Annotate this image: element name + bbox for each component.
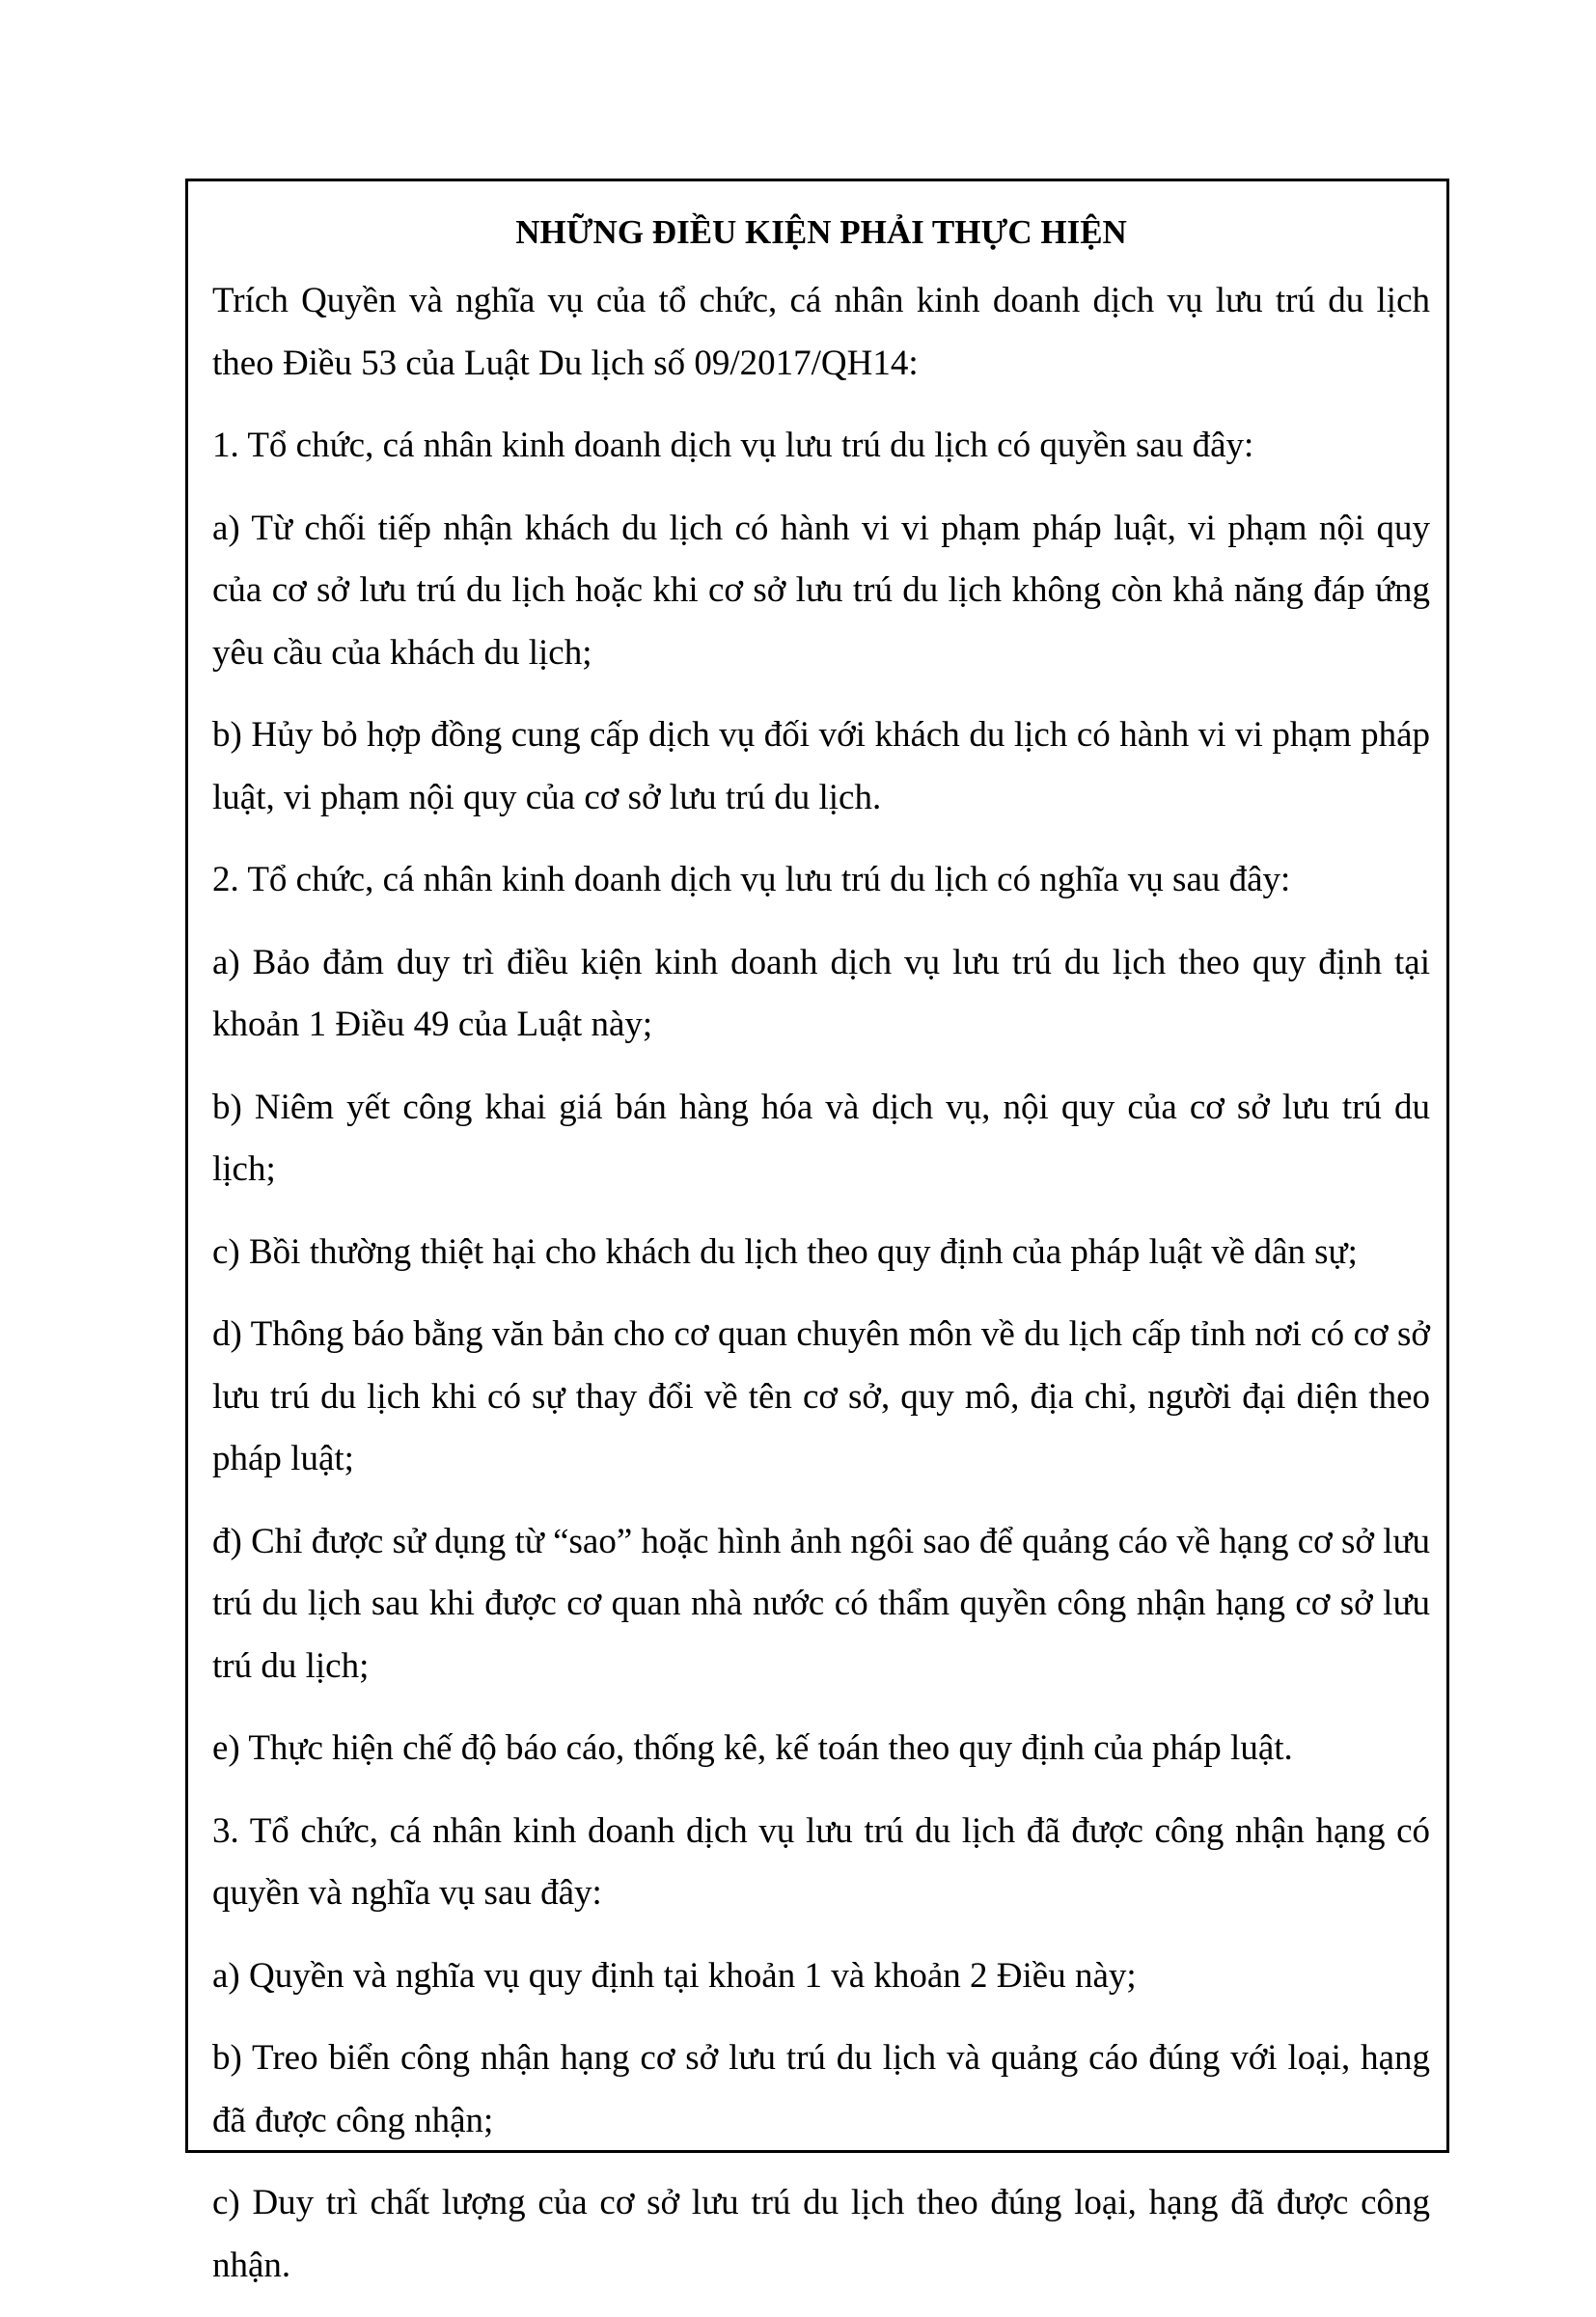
intro-paragraph: Trích Quyền và nghĩa vụ của tổ chức, cá nhân kinh doanh dịch vụ lưu trú du lịch theo Điều 53 của Luật Du lịch số 09/2017/QH14:: [212, 281, 1430, 383]
clause-1a: a) Từ chối tiếp nhận khách du lịch có hành vi vi phạm pháp luật, vi phạm nội quy của cơ sở lưu trú du lịch hoặc khi cơ sở lưu trú du lịch không còn khả năng đáp ứng yêu cầu của khách du lịch;: [212, 508, 1430, 673]
bordered-box: [185, 179, 1449, 2285]
clause-2c: c) Bồi thường thiệt hại cho khách du lịch theo quy định của pháp luật về dân sự;: [212, 1231, 1358, 1272]
document-title: NHỮNG ĐIỀU KIỆN PHẢI THỰC HIỆN: [515, 213, 1127, 251]
clause-2a: a) Bảo đảm duy trì điều kiện kinh doanh dịch vụ lưu trú du lịch theo quy định tại khoản 1 Điều 49 của Luật này;: [212, 942, 1430, 1044]
clause-2dd: đ) Chỉ được sử dụng từ “sao” hoặc hình ảnh ngôi sao để quảng cáo về hạng cơ sở lưu trú du lịch sau khi được cơ quan nhà nước có thẩm quyền công nhận hạng cơ sở lưu trú du lịch;: [212, 1521, 1430, 1686]
clause-1-heading: 1. Tổ chức, cá nhân kinh doanh dịch vụ lưu trú du lịch có quyền sau đây:: [212, 426, 1254, 465]
clause-3c: c) Duy trì chất lượng của cơ sở lưu trú du lịch theo đúng loại, hạng đã được công nhận.: [212, 2183, 1430, 2285]
clause-3a: a) Quyền và nghĩa vụ quy định tại khoản 1 và khoản 2 Điều này;: [212, 1955, 1137, 1996]
clause-1b: b) Hủy bỏ hợp đồng cung cấp dịch vụ đối với khách du lịch có hành vi vi phạm pháp luật, vi phạm nội quy của cơ sở lưu trú du lịch.: [212, 715, 1430, 817]
clause-3-heading: 3. Tổ chức, cá nhân kinh doanh dịch vụ lưu trú du lịch đã được công nhận hạng có quyền và nghĩa vụ sau đây:: [212, 1810, 1430, 1913]
clause-2d: d) Thông báo bằng văn bản cho cơ quan chuyên môn về du lịch cấp tỉnh nơi có cơ sở lưu trú du lịch khi có sự thay đổi về tên cơ sở, quy mô, địa chỉ, người đại diện theo pháp luật;: [212, 1314, 1430, 1478]
clause-2-heading: 2. Tổ chức, cá nhân kinh doanh dịch vụ lưu trú du lịch có nghĩa vụ sau đây:: [212, 860, 1291, 899]
clause-2b: b) Niêm yết công khai giá bán hàng hóa và dịch vụ, nội quy của cơ sở lưu trú du lịch;: [212, 1087, 1430, 1189]
clause-2e: e) Thực hiện chế độ báo cáo, thống kê, kế toán theo quy định của pháp luật.: [212, 1728, 1293, 1768]
clause-3b: b) Treo biển công nhận hạng cơ sở lưu trú du lịch và quảng cáo đúng với loại, hạng đã được công nhận;: [212, 2038, 1430, 2140]
document-body: [212, 210, 1430, 2317]
